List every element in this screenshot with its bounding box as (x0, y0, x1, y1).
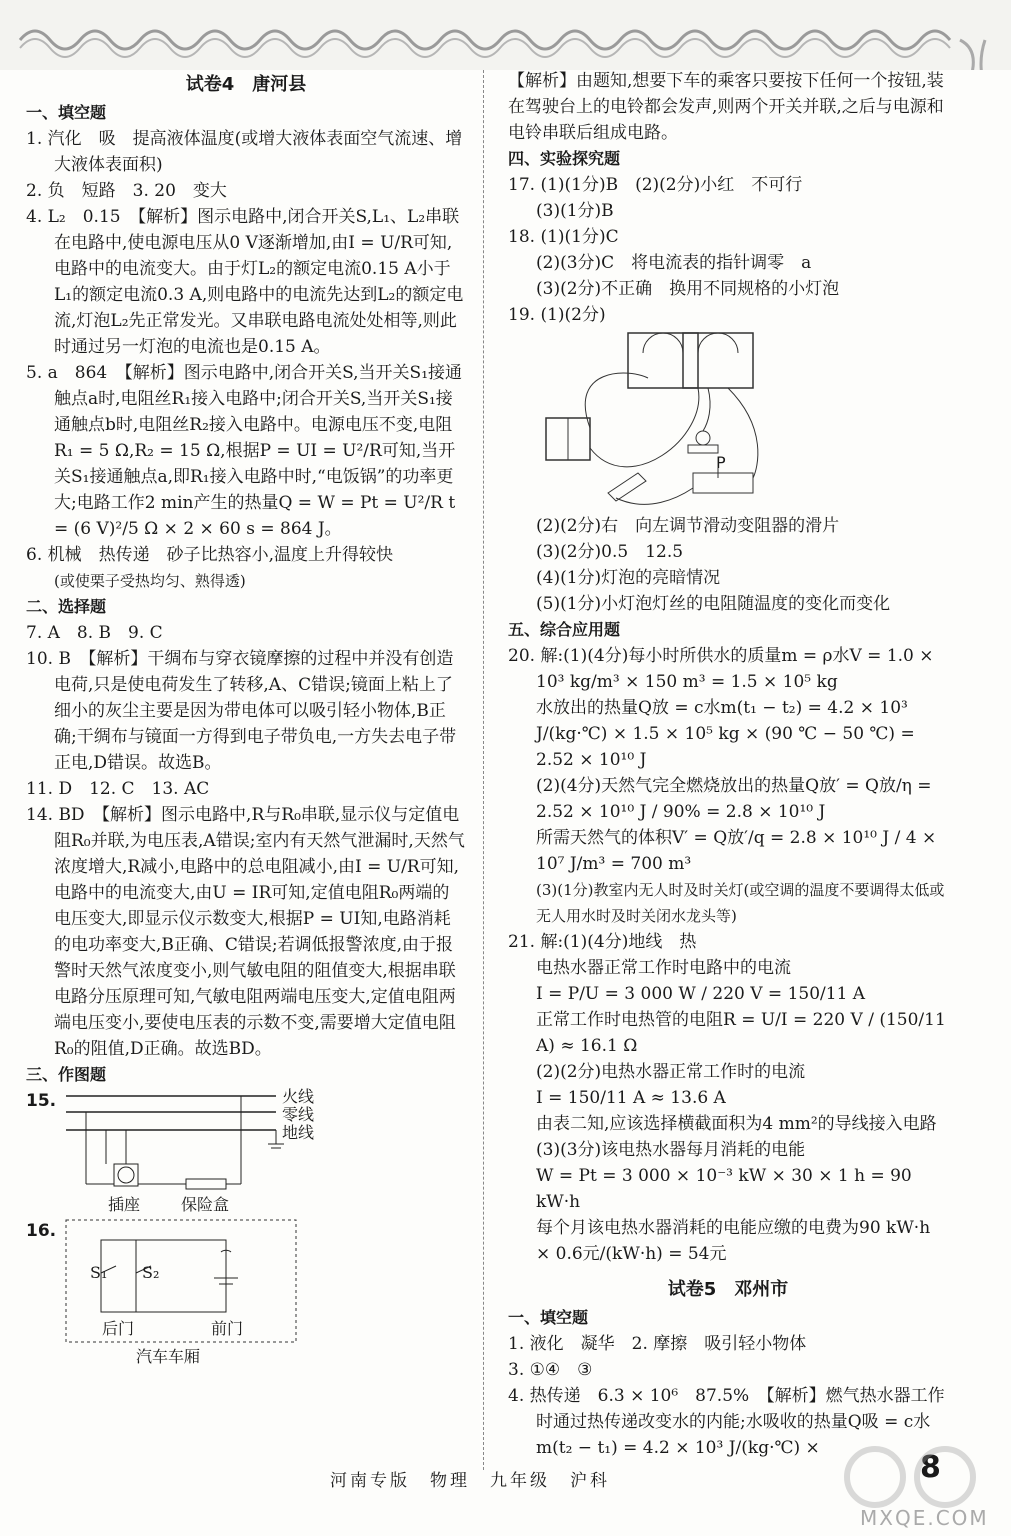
answer-q21-part8: (3)(3分)该电热水器每月消耗的电能 (536, 1140, 806, 1160)
answer-q5: 5. a 864 【解析】图示电路中,闭合开关S,当开关S₁接通触点a时,电阻丝R₁接入电路中;闭合开关S,当开关S₁接通触点b时,电阻丝R₂接入电路中。电源电压不变,电阻R₁ = 5 Ω,R₂ = 15 Ω,根据P = UI = U²/R可知,当开关S₁接通触点a,即R₁接入电路中时,“电饭锅”的功率更大;电路工作2 min产生的热量Q = W = Pt = U²/R t = (6 V)²/5 Ω × 2 × 60 s = 864 J。 (26, 363, 463, 539)
answer-q20-part4: 所需天然气的体积V′ = Q放′/q = 2.8 × 10¹⁰ J / 4 × 10⁷ J/m³ = 700 m³ (536, 828, 937, 874)
page-number: 8 (920, 1450, 941, 1485)
answer-q21-part3: I = P/U = 3 000 W / 220 V = 150/11 A (536, 984, 866, 1004)
figure-15 (26, 1088, 466, 1218)
paper5-answer-q4: 4. 热传递 6.3 × 10⁶ 87.5% 【解析】燃气热水器工作时通过热传递改变水的内能;水吸收的热量Q吸 = c水m(t₂ − t₁) = 4.2 × 10³ J/(kg·℃) × (508, 1386, 945, 1458)
decorative-border (0, 0, 1011, 70)
answer-q19-part5: (5)(1分)小灯泡灯丝的电阻随温度的变化而变化 (536, 594, 891, 614)
answer-q2: 2. 负 短路 3. 20 变大 (26, 181, 227, 201)
section-title-paper5: 试卷5 邓州市 (667, 1279, 789, 1300)
figure-15-label: 15. (26, 1091, 57, 1111)
answer-q19-part1: 19. (1)(2分) (508, 305, 606, 325)
answer-q19-part2: (2)(2分)右 向左调节滑动变阻器的滑片 (536, 516, 840, 536)
section-heading-drawing: 三、作图题 (26, 1065, 107, 1084)
answer-q7-9: 7. A 8. B 9. C (26, 623, 163, 643)
bus-bell-circuit-diagram (26, 1218, 466, 1378)
experiment-circuit-diagram (508, 328, 948, 513)
house-circuit-diagram (26, 1088, 466, 1218)
answer-q20-part2: 水放出的热量Q放 = c水m(t₁ − t₂) = 4.2 × 10³ J/(kg·℃) × 1.5 × 10⁵ kg × (90 ℃ − 50 ℃) = 2.52 × 10¹⁰ J (536, 698, 915, 770)
answer-q21-part2: 电热水器正常工作时电路中的电流 (536, 958, 791, 978)
left-column (26, 68, 466, 1378)
paper5-answer-q1-2: 1. 液化 凝华 2. 摩擦 吸引轻小物体 (508, 1334, 807, 1354)
answer-q21-part10: 每个月该电热水器消耗的电能应缴的电费为90 kW·h × 0.6元/(kW·h) = 54元 (536, 1218, 931, 1264)
answer-q6: 6. 机械 热传递 砂子比热容小,温度上升得较快 (26, 545, 394, 565)
section-heading-experiment: 四、实验探究题 (508, 149, 621, 168)
label-neutral-wire: 零线 (282, 1105, 315, 1124)
answer-q20-part3: (2)(4分)天然气完全燃烧放出的热量Q放′ = Q放/η = 2.52 × 10¹⁰ J / 90% = 2.8 × 10¹⁰ J (536, 776, 932, 822)
answer-q19-part3: (3)(2分)0.5 12.5 (536, 542, 684, 562)
answer-q21-part5: (2)(2分)电热水器正常工作时的电流 (536, 1062, 806, 1082)
answer-q4: 4. L₂ 0.15 【解析】图示电路中,闭合开关S,L₁、L₂串联在电路中,使电源电压从0 V逐渐增加,由I = U/R可知,电路中的电流变大。由于灯L₂的额定电流0.15 A小于L₁的额定电流0.3 A,则电路中的电流先达到L₂的额定电流,灯泡L₂先正常发光。又串联电路电流处处相等,则此时通过另一灯泡的电流也是0.15 A。 (26, 207, 464, 357)
label-socket: 插座 (108, 1195, 141, 1214)
answer-q16-explanation: 【解析】由题知,想要下车的乘客只要按下任何一个按钮,装在驾驶台上的电铃都会发声,则两个开关并联,之后与电源和电铃串联后组成电路。 (508, 71, 944, 143)
figure-16 (26, 1218, 466, 1378)
answer-q21-part1: 21. 解:(1)(4分)地线 热 (508, 932, 697, 952)
paper5-answer-q3: 3. ①④ ③ (508, 1360, 593, 1380)
label-front-door: 前门 (211, 1319, 244, 1338)
label-switch-s1: S₁ (90, 1263, 108, 1282)
answer-q20-part1: 20. 解:(1)(4分)每小时所供水的质量m = ρ水V = 1.0 × 10³ kg/m³ × 150 m³ = 1.5 × 10⁵ kg (508, 646, 934, 692)
answer-q19-part4: (4)(1分)灯泡的亮暗情况 (536, 568, 721, 588)
answer-q21-part6: I = 150/11 A ≈ 13.6 A (536, 1088, 726, 1108)
answer-q18-part1: 18. (1)(1分)C (508, 227, 619, 247)
watermark-text: MXQE.COM (860, 1506, 989, 1530)
answer-q10: 10. B 【解析】干绸布与穿衣镜摩擦的过程中并没有创造电荷,只是使电荷发生了转移,A、C错误;镜面上粘上了细小的灰尘主要是因为带电体可以吸引轻小物体,B正确;干绸布与镜面一方得到电子带负电,一方失去电子带正电,D错误。故选B。 (26, 649, 457, 773)
right-column (508, 68, 948, 1461)
answer-q1: 1. 汽化 吸 提高液体温度(或增大液体表面空气流速、增大液体表面积) (26, 129, 463, 175)
answer-q18-part2: (2)(3分)C 将电流表的指针调零 a (536, 253, 812, 273)
answer-q17-part2: (3)(1分)B (536, 201, 614, 221)
label-ground-wire: 地线 (282, 1123, 315, 1142)
answer-q18-part3: (3)(2分)不正确 换用不同规格的小灯泡 (536, 279, 840, 299)
answer-q6-note: (或使栗子受热均匀、熟得透) (54, 572, 246, 590)
column-divider (483, 70, 484, 1470)
label-switch-s2: S₂ (142, 1263, 160, 1282)
label-slider-p: P (716, 453, 726, 472)
label-fuse-box: 保险盒 (181, 1195, 230, 1214)
section-heading-fill-blank-5: 一、填空题 (508, 1308, 589, 1327)
answer-q21-part7: 由表二知,应该选择横截面积为4 mm²的导线接入电路 (536, 1114, 937, 1134)
answer-q17-part1: 17. (1)(1分)B (2)(2分)小红 不可行 (508, 175, 803, 195)
figure-19 (508, 328, 948, 513)
section-title-paper4: 试卷4 唐河县 (185, 74, 307, 95)
page-footer: 河南专版 物理 九年级 沪科 (330, 1471, 610, 1491)
section-heading-fill-blank: 一、填空题 (26, 103, 107, 122)
label-car-cabin: 汽车车厢 (136, 1347, 201, 1366)
figure-16-label: 16. (26, 1221, 57, 1241)
answer-q21-part4: 正常工作时电热管的电阻R = U/I = 220 V / (150/11 A) ≈ 16.1 Ω (536, 1010, 946, 1056)
label-live-wire: 火线 (282, 1087, 315, 1106)
section-heading-application: 五、综合应用题 (508, 620, 621, 639)
answer-q20-part5: (3)(1分)教室内无人时及时关灯(或空调的温度不要调得太低或无人用水时及时关闭水龙头等) (536, 881, 945, 925)
label-back-door: 后门 (102, 1319, 135, 1338)
answer-q21-part9: W = Pt = 3 000 × 10⁻³ kW × 30 × 1 h = 90 kW·h (536, 1166, 912, 1212)
section-heading-choice: 二、选择题 (26, 597, 107, 616)
answer-q11-13: 11. D 12. C 13. AC (26, 779, 210, 799)
answer-q14: 14. BD 【解析】图示电路中,R与R₀串联,显示仪与定值电阻R₀并联,为电压表,A错误;室内有天然气泄漏时,天然气浓度增大,R减小,电路中的总电阻减小,由I = U/R可知,电路中的电流变大,由U = IR可知,定值电阻R₀两端的电压变大,即显示仪示数变大,根据P = UI知,电路消耗的电功率变大,B正确、C错误;若调低报警浓度,由于报警时天然气浓度变小,则气敏电阻的阻值变大,根据串联电路分压原理可知,气敏电阻两端电压变大,定值电阻两端电压变小,要使电压表的示数不变,需要增大定值电阻R₀的阻值,D正确。故选BD。 (26, 805, 465, 1059)
